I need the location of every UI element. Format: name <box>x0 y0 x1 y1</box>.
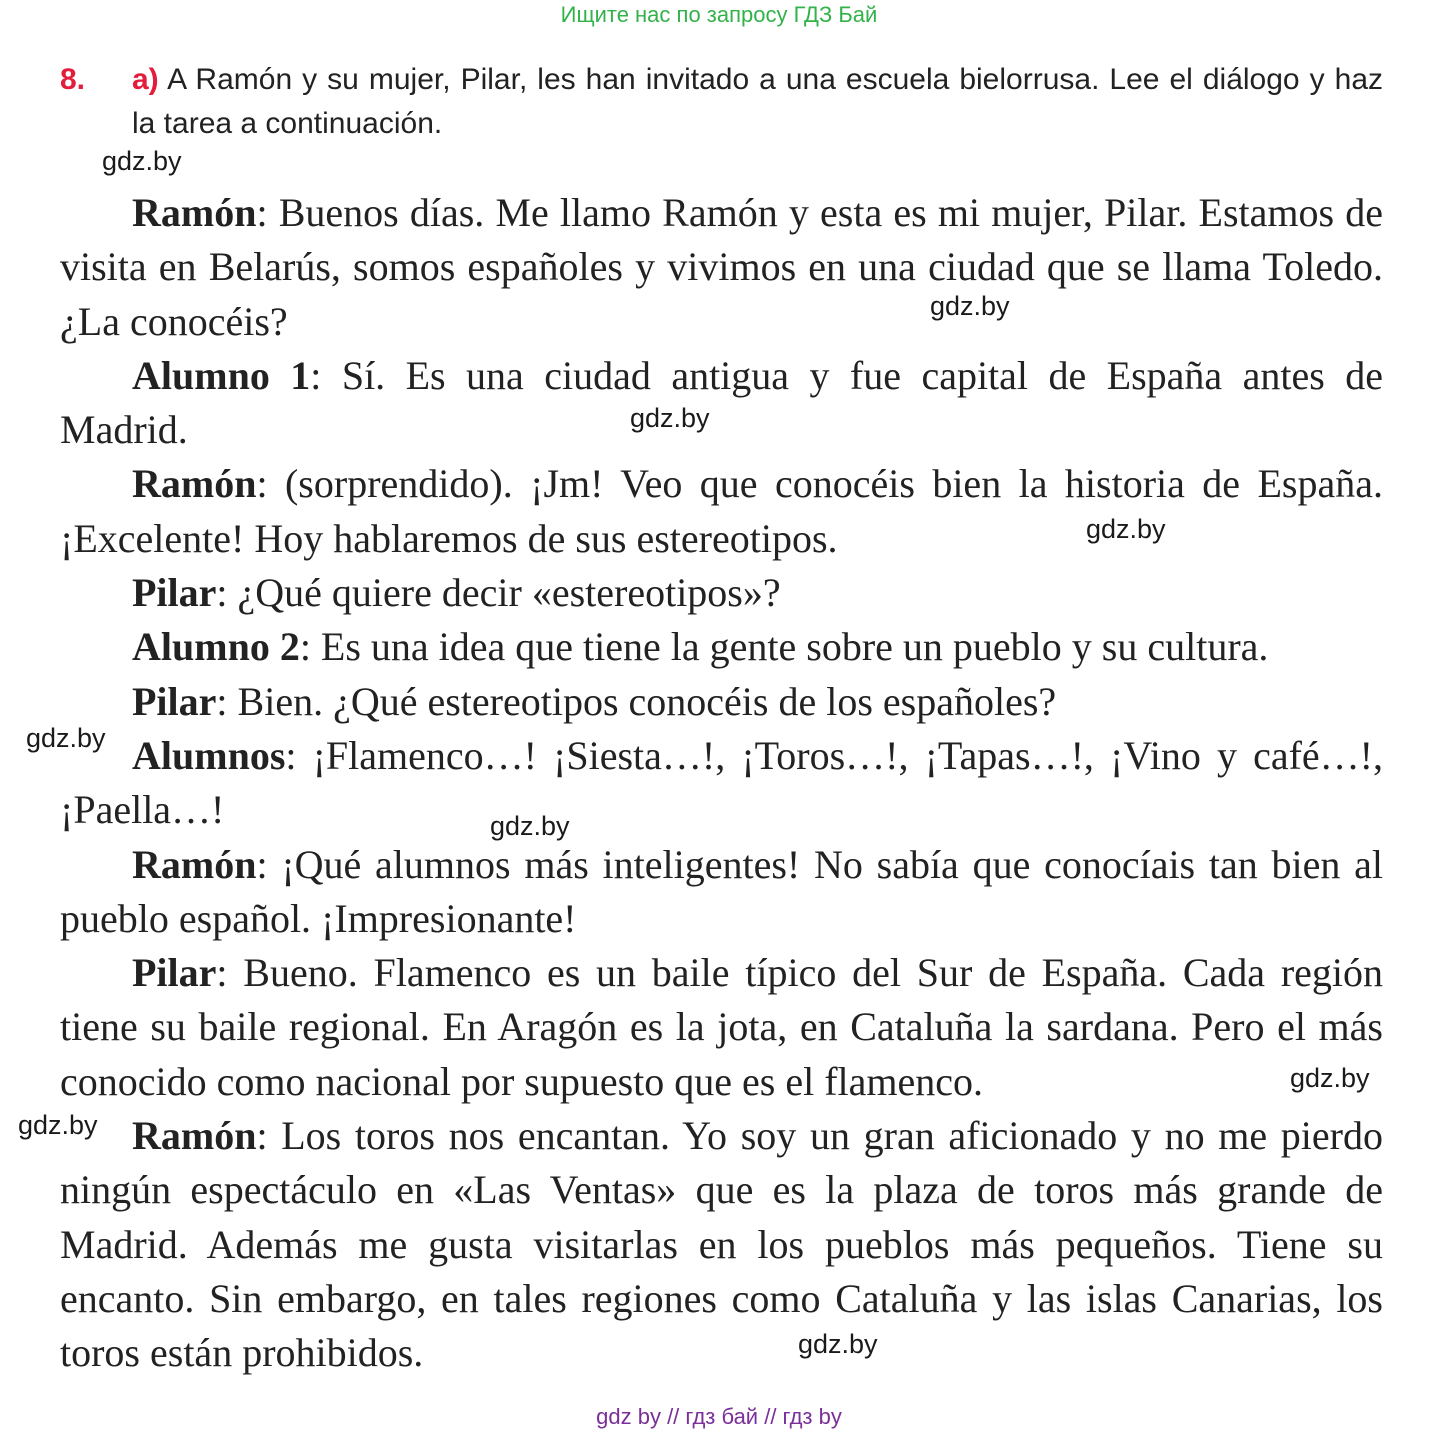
exercise-instruction-block <box>132 58 1383 146</box>
speaker-text: : Es una idea que tiene la gente sobre un pueblo y su cultura. <box>299 624 1269 670</box>
watermark: gdz.by <box>18 1110 98 1140</box>
footer-links: gdz by // гдз бай // гдз by <box>596 1404 842 1429</box>
speaker-name: Ramón <box>132 190 257 235</box>
speaker-text: : ¡Qué alumnos más inteligentes! No sabía que conocíais tan bien al pueblo español. ¡Impresionante! <box>60 841 1383 941</box>
speaker-name: Pilar <box>132 950 217 996</box>
speaker-name: Alumnos <box>132 732 286 778</box>
exercise-instruction: A Ramón y su mujer, Pilar, les han invitado a una escuela bielorrusa. Lee el diálogo y haz la tarea a continuación. <box>132 63 1384 140</box>
exercise-header <box>60 58 1383 146</box>
watermark: gdz.by <box>1086 514 1166 544</box>
dialogue-line <box>60 186 1383 349</box>
watermark: gdz.by <box>26 723 106 753</box>
dialogue-line <box>60 457 1383 566</box>
speaker-text: : Bueno. Flamenco es un baile típico del Sur de España. Cada región tiene su baile regional. En Aragón es la jota, en Cataluña la sardana. Pero el más conocido como nacional por supuesto que es el flamenco. <box>60 950 1383 1104</box>
speaker-name: Ramón <box>132 1113 257 1159</box>
dialogue <box>60 186 1383 1381</box>
dialogue-line <box>60 729 1383 838</box>
speaker-text: : Buenos días. Me llamo Ramón y esta es mi mujer, Pilar. Estamos de visita en Belarús, somos españoles y vivimos en una ciudad que se llama Toledo. ¿La conocéis? <box>60 190 1383 344</box>
speaker-text: : ¿Qué quiere decir «estereotipos»? <box>216 570 781 616</box>
watermark: gdz.by <box>1290 1063 1370 1093</box>
dialogue-line <box>60 946 1383 1109</box>
speaker-text: : Sí. Es una ciudad antigua y fue capital de España antes de Madrid. <box>60 352 1384 453</box>
exercise-letter: a) <box>132 63 159 96</box>
speaker-text: : ¡Flamenco…! ¡Siesta…!, ¡Toros…!, ¡Tapas…!, ¡Vino y café…!, ¡Paella…! <box>60 732 1383 833</box>
watermark: gdz.by <box>102 146 182 176</box>
speaker-text: : Bien. ¿Qué estereotipos conocéis de los españoles? <box>216 678 1057 724</box>
speaker-name: Ramón <box>132 461 257 507</box>
watermark: gdz.by <box>930 291 1010 321</box>
dialogue-line <box>60 838 1383 947</box>
speaker-name: Pilar <box>132 678 217 724</box>
speaker-text: : Los toros nos encantan. Yo soy un gran aficionado y no me pierdo ningún espectáculo en «Las Ventas» que es la plaza de toros más grande de Madrid. Además me gusta visitarlas en los pueblos más pequeños. Tiene su encanto. Sin embargo, en tales regiones como Cataluña y las islas Canarias, los toros están prohibidos. <box>60 1113 1383 1376</box>
top-banner: Ищите нас по запросу ГДЗ Бай <box>560 2 878 27</box>
speaker-name: Alumno 2 <box>132 624 300 670</box>
dialogue-line <box>60 675 1383 729</box>
dialogue-line <box>60 349 1383 458</box>
speaker-name: Alumno 1 <box>132 352 311 398</box>
speaker-name: Ramón <box>132 841 257 887</box>
exercise-number: 8. <box>60 63 86 96</box>
watermark: gdz.by <box>798 1329 878 1359</box>
speaker-text: : (sorprendido). ¡Jm! Veo que conocéis bien la historia de España. ¡Excelente! Hoy hablaremos de sus estereotipos. <box>60 461 1383 561</box>
watermark: gdz.by <box>630 403 710 433</box>
speaker-name: Pilar <box>132 570 217 616</box>
dialogue-line <box>60 620 1383 674</box>
dialogue-line <box>60 1109 1383 1380</box>
watermark: gdz.by <box>490 811 570 841</box>
dialogue-line <box>60 566 1383 620</box>
